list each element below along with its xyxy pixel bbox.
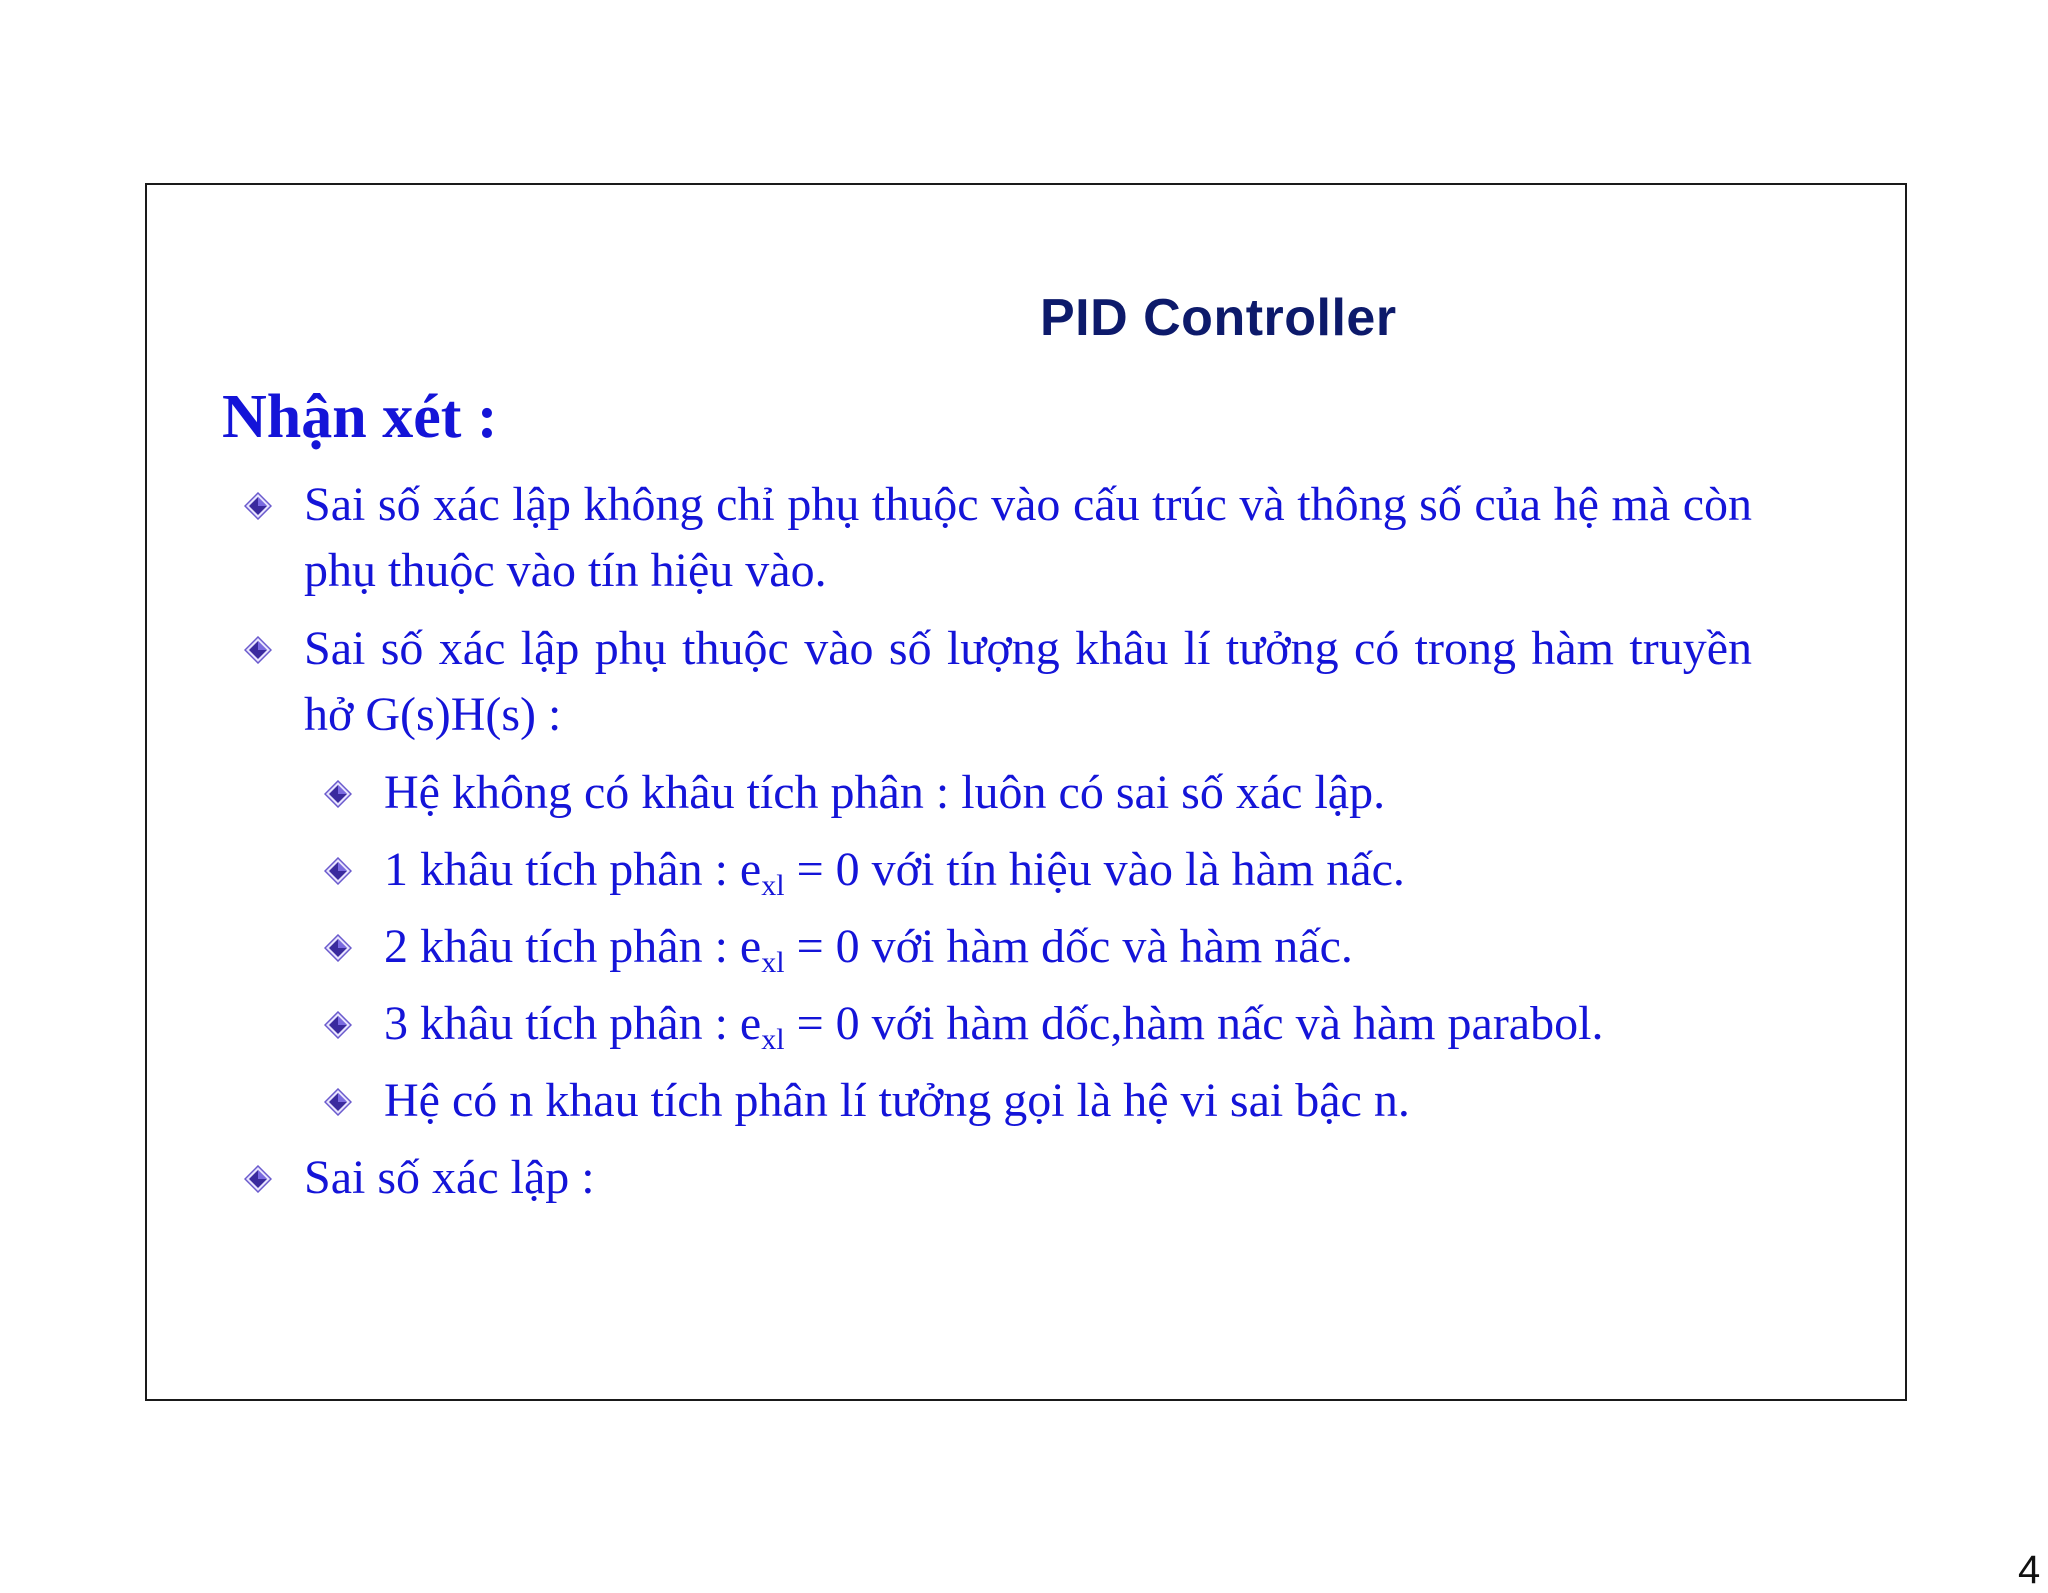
diamond-bullet-icon xyxy=(324,1088,352,1116)
bullet-list xyxy=(232,472,1752,1223)
bullet-text: Sai số xác lập : xyxy=(304,1151,595,1204)
bullet-text: Hệ có n khau tích phân lí tưởng gọi là hệ vi sai bậc n. xyxy=(384,1074,1410,1127)
slide-header: PID Controller xyxy=(1040,289,1397,347)
bullet-text: Sai số xác lập phụ thuộc vào số lượng khâu lí tưởng có trong hàm truyền hở G(s)H(s) : xyxy=(304,622,1752,741)
sub-bullet-item xyxy=(232,837,1752,903)
diamond-bullet-icon xyxy=(324,780,352,808)
sub-bullet-item xyxy=(232,991,1752,1057)
bullet-text: Hệ không có khâu tích phân : luôn có sai số xác lập. xyxy=(384,766,1386,819)
sub-bullet-item xyxy=(232,1068,1752,1134)
sub-bullet-item xyxy=(232,914,1752,980)
bullet-text-after: = 0 với hàm dốc và hàm nấc. xyxy=(784,920,1353,973)
bullet-text: Sai số xác lập không chỉ phụ thuộc vào cấu trúc và thông số của hệ mà còn phụ thuộc vào tín hiệu vào. xyxy=(304,478,1752,597)
slide-heading: Nhận xét : xyxy=(222,383,498,451)
diamond-bullet-icon xyxy=(324,1011,352,1039)
bullet-text-before: 3 khâu tích phân : e xyxy=(384,997,762,1050)
bullet-item xyxy=(232,472,1752,604)
page-number: 4 xyxy=(2018,1548,2041,1592)
bullet-item xyxy=(232,616,1752,748)
bullet-text-after: = 0 với hàm dốc,hàm nấc và hàm parabol. xyxy=(784,997,1604,1050)
sub-bullet-item xyxy=(232,760,1752,826)
error-subscript: xl xyxy=(761,1023,785,1056)
diamond-bullet-icon xyxy=(244,636,272,664)
error-subscript: xl xyxy=(761,869,785,902)
bullet-text-after: = 0 với tín hiệu vào là hàm nấc. xyxy=(784,843,1405,896)
diamond-bullet-icon xyxy=(244,1165,272,1193)
diamond-bullet-icon xyxy=(244,492,272,520)
bullet-text-before: 1 khâu tích phân : e xyxy=(384,843,762,896)
bullet-text-before: 2 khâu tích phân : e xyxy=(384,920,762,973)
diamond-bullet-icon xyxy=(324,857,352,885)
diamond-bullet-icon xyxy=(324,934,352,962)
bullet-item xyxy=(232,1145,1752,1211)
error-subscript: xl xyxy=(761,946,785,979)
